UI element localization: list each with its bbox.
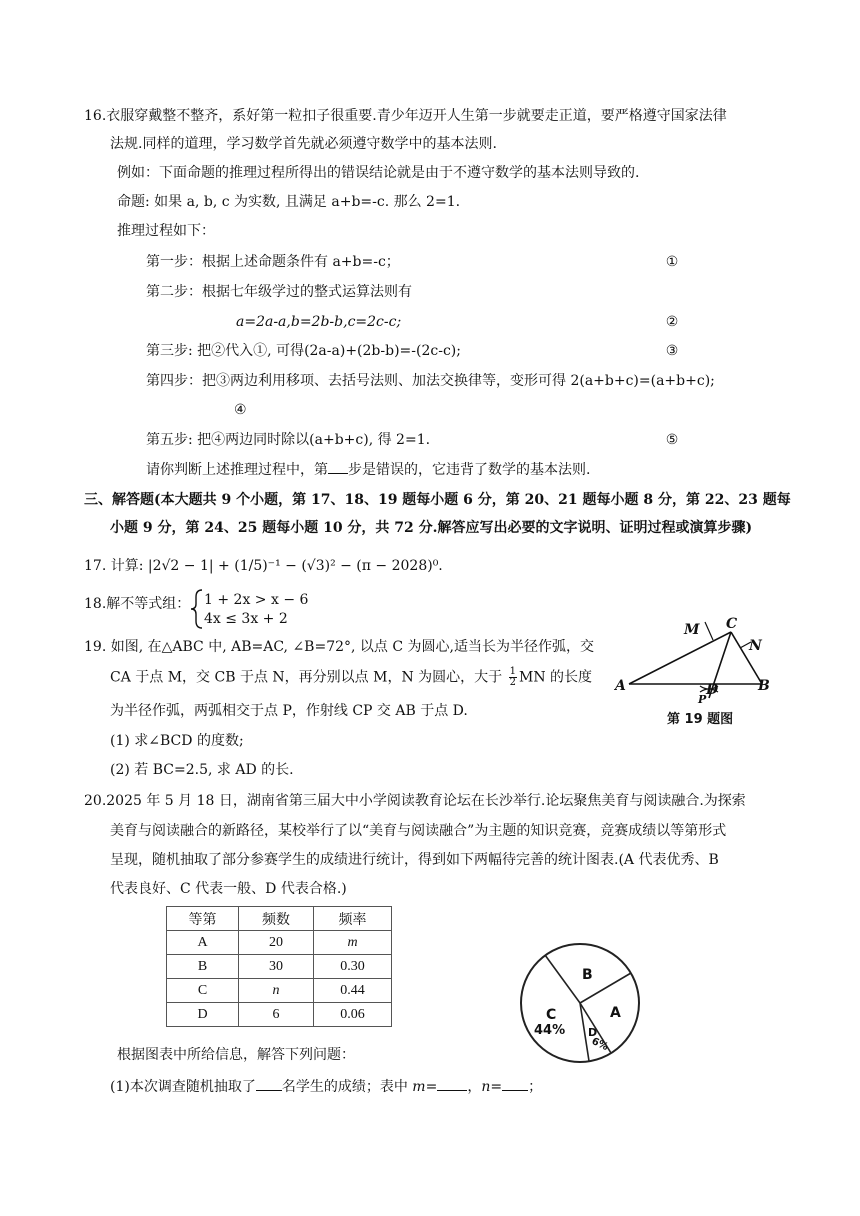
circled-number-1: ① — [665, 254, 679, 270]
q16-question — [146, 459, 590, 480]
q20-instruction: 根据图表中所给信息，解答下列问题： — [117, 1047, 355, 1063]
system-brace — [190, 589, 204, 629]
table-header-rate: 频率 — [314, 907, 392, 931]
pie-label-C-percent: 44% — [534, 1023, 566, 1038]
fraction-denominator: 2 — [509, 677, 516, 688]
circled-number-4: ④ — [234, 402, 247, 418]
q16-proposition: 命题: 如果 a, b, c 为实数, 且满足 a+b=-c. 那么 2=1. — [117, 194, 461, 210]
q20-line-3: 呈现，随机抽取了部分参赛学生的成绩进行统计，得到如下两幅待完善的统计图表.(A 代表优秀、B — [110, 852, 719, 868]
table-cell: n — [239, 979, 314, 1003]
table-header-grade: 等第 — [167, 907, 239, 931]
q17-label: 17. 计算: — [84, 558, 148, 574]
circled-number-5: ⑤ — [665, 432, 679, 448]
q16-line-3: 例如：下面命题的推理过程所得出的错误结论就是由于不遵守数学的基本法则导致的. — [117, 165, 640, 181]
table-cell: B — [167, 955, 239, 979]
point-D-label: D — [706, 682, 719, 698]
q20-m-label: m= — [412, 1079, 438, 1095]
pie-label-A: A — [610, 1005, 621, 1021]
table-row — [167, 931, 392, 955]
point-A-label: A — [615, 678, 626, 694]
q16-question-part-a: 请你判断上述推理过程中，第 — [146, 462, 328, 478]
answer-blank-count[interactable] — [256, 1076, 282, 1091]
pie-label-D-percent: 6% — [589, 1035, 610, 1054]
q19-line-2b: MN 的长度 — [518, 669, 593, 686]
table-cell: C — [167, 979, 239, 1003]
q16-step-5: 第五步: 把④两边同时除以(a+b+c), 得 2=1. — [146, 432, 431, 448]
q18-inequality-2: 4x ≤ 3x + 2 — [204, 611, 288, 627]
q20-line-4: 代表良好、C 代表一般、D 代表合格.) — [110, 881, 347, 897]
q20-part-1-a: (1)本次调查随机抽取了 — [110, 1079, 256, 1095]
q16-step-1: 第一步：根据上述命题条件有 a+b=-c； — [146, 254, 400, 270]
point-B-label: B — [758, 678, 770, 694]
table-row — [167, 955, 392, 979]
table-cell: 20 — [239, 931, 314, 955]
table-cell: A — [167, 931, 239, 955]
q19-part-1: (1) 求∠BCD 的度数; — [110, 733, 244, 749]
q20-end: ； — [528, 1079, 543, 1095]
q16-line-1: 16.衣服穿戴整不整齐，系好第一粒扣子很重要.青少年迈开人生第一步就要走正道，要严格遵守国家法律 — [84, 108, 727, 124]
q20-line-2: 美育与阅读融合的新路径，某校举行了以“美育与阅读融合”为主题的知识竞赛，竞赛成绩以等第形式 — [110, 823, 727, 839]
circled-number-2: ② — [665, 314, 679, 330]
q20-part-1-b: 名学生的成绩；表中 — [281, 1079, 413, 1095]
q16-step-2: 第二步：根据七年级学过的整式运算法则有 — [146, 284, 412, 300]
q18-inequality-1: 1 + 2x > x − 6 — [204, 592, 309, 608]
q16-step-2-formula: a=2a-a,b=2b-b,c=2c-c; — [236, 314, 402, 330]
q16-line-2: 法规.同样的道理，学习数学首先就必须遵守数学中的基本法则. — [110, 136, 497, 152]
q16-step-3: 第三步: 把②代入①, 可得(2a-a)+(2b-b)=-(2c-c); — [146, 343, 461, 359]
table-cell: D — [167, 1003, 239, 1027]
q20-n-label: n= — [481, 1079, 503, 1095]
table-cell: 0.30 — [314, 955, 392, 979]
q19-line-1: 19. 如图, 在△ABC 中, AB=AC, ∠B=72°, 以点 C 为圆心,适当长为半径作弧，交 — [84, 639, 594, 655]
q16-step-4: 第四步：把③两边利用移项、去括号法则、加法交换律等，变形可得 2(a+b+c)=(a+b+c); — [146, 373, 715, 389]
q16-question-part-b: 步是错误的，它违背了数学的基本法则. — [348, 462, 591, 478]
table-cell: 0.44 — [314, 979, 392, 1003]
q19-line-2 — [110, 667, 592, 688]
answer-blank[interactable] — [328, 459, 348, 474]
table-header-row — [167, 907, 392, 931]
pie-label-D: D — [588, 1026, 598, 1039]
figure-19-caption: 第 19 题图 — [667, 712, 734, 727]
table-row — [167, 1003, 392, 1027]
q20-separator: ， — [467, 1079, 482, 1095]
q16-reasoning-title: 推理过程如下： — [117, 223, 215, 239]
table-header-frequency: 频数 — [239, 907, 314, 931]
q19-part-2: (2) 若 BC=2.5, 求 AD 的长. — [110, 762, 294, 778]
point-M-label: M — [684, 622, 700, 638]
q20-part-1 — [110, 1076, 542, 1097]
table-cell: 30 — [239, 955, 314, 979]
table-cell: 6 — [239, 1003, 314, 1027]
q20-line-1: 20.2025 年 5 月 18 日，湖南省第三届大中小学阅读教育论坛在长沙举行.论坛聚焦美育与阅读融合.为探索 — [84, 793, 746, 809]
q17-expression: |2√2 − 1| + (1/5)⁻¹ − (√3)² − (π − 2028)⁰. — [147, 558, 443, 574]
circled-number-3: ③ — [665, 343, 679, 359]
q18-label: 18.解不等式组： — [84, 596, 191, 612]
q19-line-3: 为半径作弧，两弧相交于点 P，作射线 CP 交 AB 于点 D. — [110, 703, 468, 719]
q17 — [84, 556, 443, 576]
q19-triangle-figure — [612, 616, 792, 736]
pie-label-B: B — [582, 967, 593, 983]
arc-mark-M — [705, 622, 713, 640]
pie-chart — [518, 941, 642, 1065]
table-row — [167, 979, 392, 1003]
answer-blank-n[interactable] — [502, 1076, 528, 1091]
table-cell: 0.06 — [314, 1003, 392, 1027]
q19-line-2a: CA 于点 M，交 CB 于点 N，再分别以点 M，N 为圆心，大于 — [110, 669, 503, 686]
table-cell: m — [314, 931, 392, 955]
answer-blank-m[interactable] — [437, 1076, 467, 1091]
pie-label-C: C — [546, 1007, 557, 1023]
section-3-header-line-1: 三、解答题(本大题共 9 个小题，第 17、18、19 题每小题 6 分，第 20、21 题每小题 8 分，第 22、23 题每 — [84, 492, 791, 508]
point-P-label: P — [698, 693, 707, 706]
point-N-label: N — [749, 638, 762, 654]
frequency-table — [166, 906, 392, 1027]
fraction-numerator: 1 — [509, 666, 516, 677]
section-3-header-line-2: 小题 9 分，第 24、25 题每小题 10 分，共 72 分.解答应写出必要的文字说明、证明过程或演算步骤) — [110, 520, 753, 536]
point-C-label: C — [726, 616, 738, 632]
fraction-one-half — [509, 667, 517, 688]
